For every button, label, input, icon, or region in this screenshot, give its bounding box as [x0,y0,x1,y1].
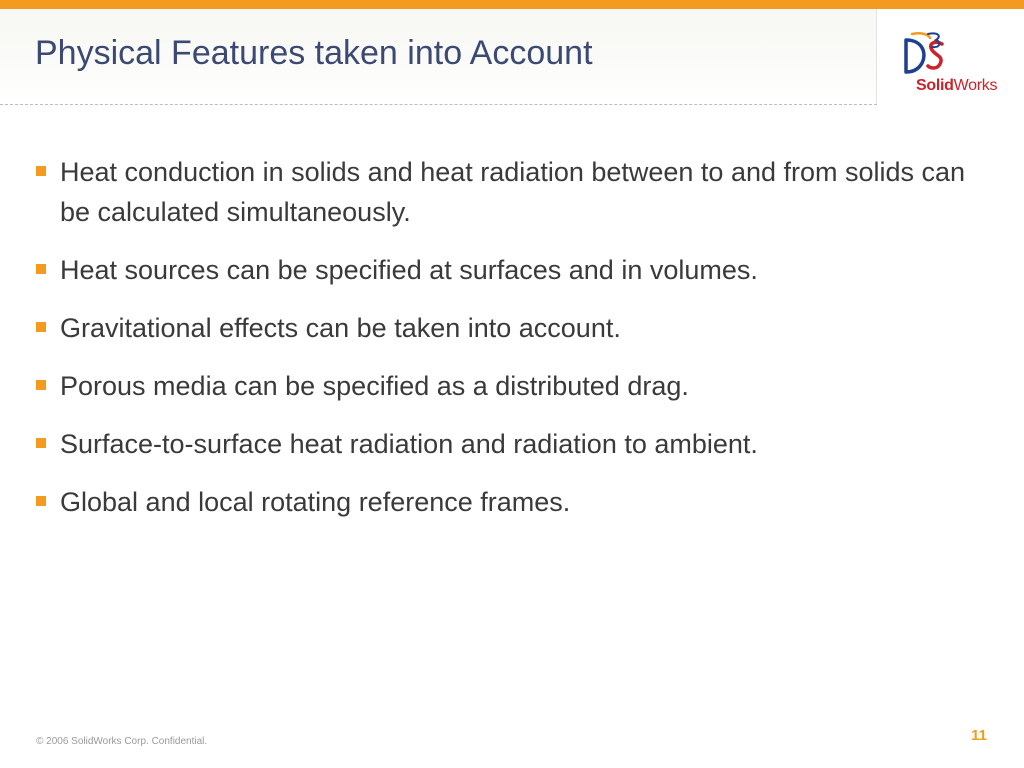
bullet-text: Porous media can be specified as a distributed drag. [60,371,689,401]
bullet-square-icon [36,438,46,448]
top-accent-bar [0,0,1024,9]
bullet-square-icon [36,166,46,176]
logo-text-works: Works [953,77,998,94]
bullet-item [36,424,976,464]
bullet-text: Gravitational effects can be taken into account. [60,313,621,343]
bullet-text: Heat sources can be specified at surfaces and in volumes. [60,255,758,285]
bullet-item [36,250,976,290]
solidworks-logo [898,30,1008,100]
bullet-text: Global and local rotating reference frames. [60,487,571,517]
page-title: Physical Features taken into Account [35,34,593,72]
bullet-item [36,366,976,406]
bullet-square-icon [36,496,46,506]
page-number: 11 [971,727,987,744]
bullet-item [36,152,976,232]
bullet-item [36,308,976,348]
bullet-square-icon [36,264,46,274]
bullet-text: Surface-to-surface heat radiation and radiation to ambient. [60,429,758,459]
bullet-square-icon [36,380,46,390]
logo-text-solid: Solid [916,77,954,94]
bullet-list [36,152,976,540]
logo-wordmark [916,78,997,94]
footer-copyright: © 2006 SolidWorks Corp. Confidential. [36,736,208,747]
title-separator [876,9,877,105]
title-divider [0,104,877,105]
bullet-square-icon [36,322,46,332]
bullet-text: Heat conduction in solids and heat radiation between to and from solids can be calculated simultaneously. [60,157,966,227]
ds-logo-icon [898,30,958,78]
bullet-item [36,482,976,522]
